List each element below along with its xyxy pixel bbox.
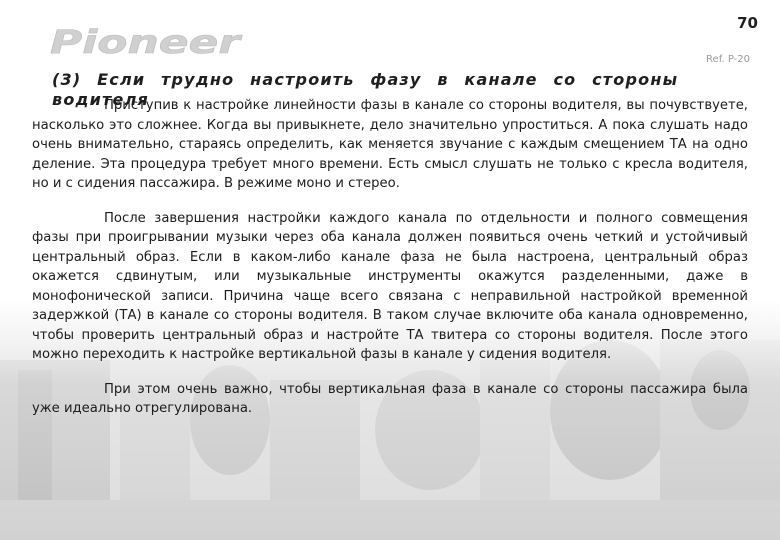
section-heading: (3) Если трудно настроить фазу в канале со стороны водителя	[52, 70, 679, 109]
reference-label: Ref. P-20	[706, 54, 750, 65]
svg-text:Pioneer: Pioneer	[50, 24, 244, 60]
paragraph: При этом очень важно, чтобы вертикальная фаза в канале со стороны пассажира была уже идеально отрегулирована.	[32, 381, 748, 416]
pioneer-logo	[48, 24, 244, 60]
paragraph: После завершения настройки каждого канала по отдельности и полного совмещения фазы при проигрывании музыки через оба канала должен появиться очень четкий и устойчивый центральный образ. Если в каком-либо канале фаза не была настроена, центральный образ окажется сдвинутым, или музыкальные инструменты окажутся разделенными, даже в монофонической записи. Причина чаще всего связана с неправильной настройкой временной задержкой (ТА) в канале со стороны водителя. В таком случае включите оба канала одновременно, чтобы проверить центральный образ и настройте ТА твитера со стороны водителя. После этого можно переходить к настройке вертикальной фазы в канале у сидения водителя.	[32, 210, 748, 362]
paragraph: Приступив к настройке линейности фазы в канале со стороны водителя, вы почувствуете, насколько это сложнее. Когда вы привыкнете, дело значительно упроститься. А пока слушать надо очень внимательно, стараясь определить, как меняется звучание с каждым смещением ТА на одно деление. Эта процедура требует много времени. Есть смысл слушать не только с кресла водителя, но и с сидения пассажира. В режиме моно и стерео.	[32, 98, 748, 191]
body-text	[32, 96, 748, 419]
pioneer-logo-art	[48, 24, 244, 60]
page-number: 70	[737, 14, 758, 32]
